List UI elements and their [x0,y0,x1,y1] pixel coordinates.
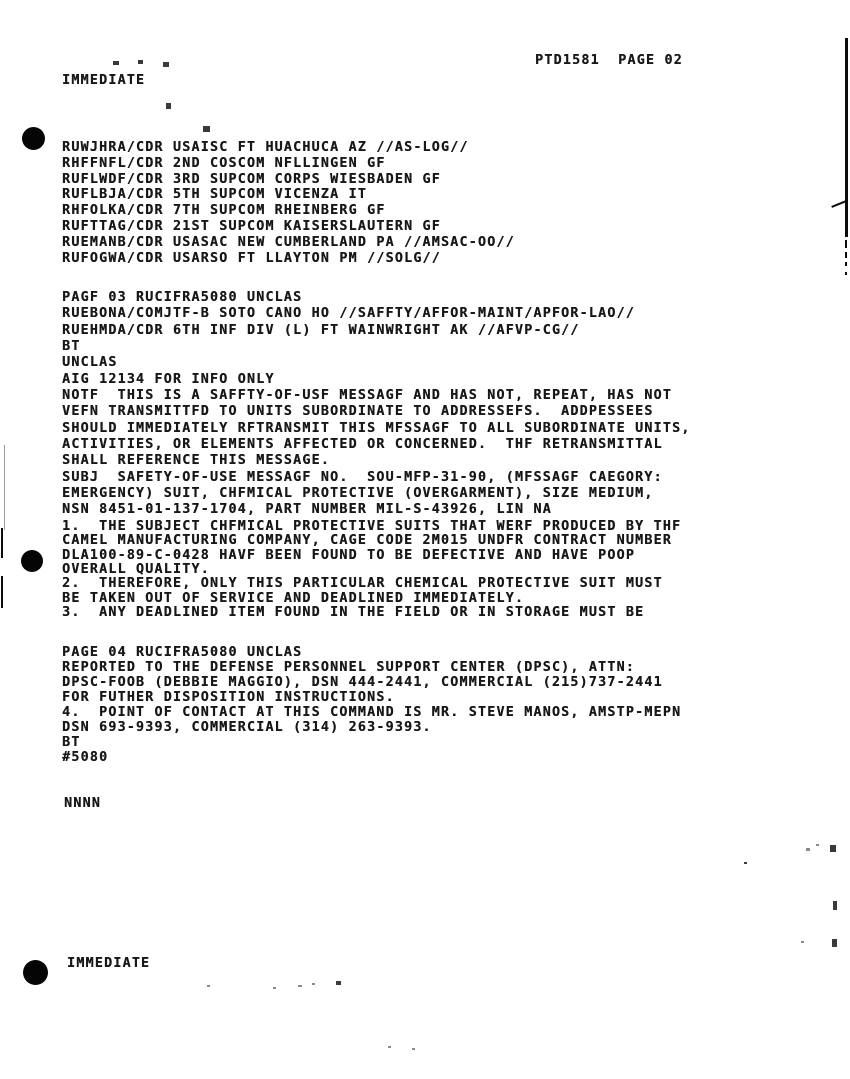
message-line: EMERGENCY) SUIT, CHFMICAL PROTECTIVE (OVERGARMENT), SIZE MEDIUM, [62,486,654,502]
message-line: RUFTTAG/CDR 21ST SUPCOM KAISERSLAUTERN GF [62,218,441,234]
scan-edge-line-left [1,576,3,608]
message-line: RHFOLKA/CDR 7TH SUPCOM RHEINBERG GF [62,203,386,219]
message-line: DLA100-89-C-0428 HAVF BEEN FOUND TO BE DEFECTIVE AND HAVE POOP [62,547,635,563]
message-line: 4. POINT OF CONTACT AT THIS COMMAND IS MR. STEVE MANOS, AMSTP-MEPN [62,705,682,720]
address-block [62,140,515,266]
message-line: VEFN TRANSMITTFD TO UNITS SUBORDINATE TO ADDRESSEFS. ADDPESSEES [62,404,654,420]
hole-punch-mark-bottom [23,960,48,985]
end-of-transmission: NNNN [64,796,101,811]
message-line: 3. ANY DEADLINED ITEM FOUND IN THE FIELD OR IN STORAGE MUST BE [62,605,645,621]
scan-edge-line-right [845,38,848,237]
message-line: RUFLBJA/CDR 5TH SUPCOM VICENZA IT [62,187,367,203]
scan-speck [806,848,810,851]
message-line: RUEMANB/CDR USASAC NEW CUMBERLAND PA //AMSAC-OO// [62,234,515,250]
scan-speck [832,939,837,947]
message-line: DSN 693-9393, COMMERCIAL (314) 263-9393. [62,720,432,735]
message-line: RUEBONA/COMJTF-B SOTO CANO HO //SAFFTY/AFFOR-MAINT/APFOR-LAO// [62,306,635,322]
message-line: NSN 8451-01-137-1704, PART NUMBER MIL-S-43926, LIN NA [62,502,552,518]
precedence-label-bottom: IMMEDIATE [67,956,151,971]
scan-speck [273,987,276,989]
scan-edge-line-left-faint [4,445,5,530]
scan-speck [336,981,341,985]
scan-speck [744,862,747,864]
hole-punch-mark-top [22,127,45,150]
page3-body-upper [62,290,690,519]
message-line: RUWJHRA/CDR USAISC FT HUACHUCA AZ //AS-LOG// [62,140,469,155]
message-line: SHALL REFERENCE THIS MESSAGE. [62,453,331,469]
message-line: RHFFNFL/CDR 2ND COSCOM NFLLINGEN GF [62,155,386,171]
scan-speck [833,901,837,910]
scan-edge-line-left [1,528,3,558]
message-line: UNCLAS [62,355,118,371]
message-line: REPORTED TO THE DEFENSE PERSONNEL SUPPORT CENTER (DPSC), ATTN: [62,660,635,675]
message-line: PAGE 04 RUCIFRA5080 UNCLAS [62,645,303,660]
precedence-label-top: IMMEDIATE [62,73,146,88]
scan-speck [312,983,315,985]
scan-speck [138,60,143,64]
page3-body-lower [62,520,681,620]
message-line: NOTF THIS IS A SAFFTY-OF-USF MESSAGF AND HAS NOT, REPEAT, HAS NOT [62,388,672,404]
message-line: DPSC-FOOB (DEBBIE MAGGIO), DSN 444-2441, COMMERCIAL (215)737-2441 [62,675,663,690]
message-line: AIG 12134 FOR INFO ONLY [62,371,275,387]
scan-speck [801,941,804,943]
message-line: FOR FUTHER DISPOSITION INSTRUCTIONS. [62,690,395,705]
message-line: CAMEL MANUFACTURING COMPANY, CAGE CODE 2M015 UNDFR CONTRACT NUMBER [62,533,672,549]
page-header-id: PTD1581 PAGE 02 [535,53,683,68]
scan-edge-dash [845,240,847,248]
scan-speck [388,1046,391,1048]
scan-edge-dash [845,272,847,275]
message-line: #5080 [62,750,109,765]
scan-speck [412,1048,415,1050]
scan-edge-dash [845,262,847,266]
message-line: OVERALL QUALITY. [62,562,210,578]
message-line: PAGF 03 RUCIFRA5080 UNCLAS [62,290,303,305]
message-line: 2. THEREFORE, ONLY THIS PARTICULAR CHEMICAL PROTECTIVE SUIT MUST [62,576,663,592]
message-line: SHOULD IMMEDIATELY RFTRANSMIT THIS MFSSAGF TO ALL SUBORDINATE UNITS, [62,420,691,436]
scan-speck [816,844,819,846]
message-line: RUEHMDA/CDR 6TH INF DIV (L) FT WAINWRIGHT AK //AFVP-CG// [62,322,580,338]
message-line: BE TAKEN OUT OF SERVICE AND DEADLINED IMMEDIATELY. [62,590,525,606]
page4-body [62,645,681,765]
hole-punch-mark-middle [21,550,43,572]
scan-speck [113,61,119,65]
message-line: 1. THE SUBJECT CHFMICAL PROTECTIVE SUITS THAT WERF PRODUCED BY THF [62,519,682,534]
message-line: SUBJ SAFETY-OF-USE MESSAGF NO. SOU-MFP-31-90, (MFSSAGF CAEGORY: [62,469,663,485]
scan-speck [830,845,836,852]
scan-speck [207,985,210,987]
message-line: RUFOGWA/CDR USARSO FT LLAYTON PM //SOLG// [62,250,441,266]
message-line: RUFLWDF/CDR 3RD SUPCOM CORPS WIESBADEN GF [62,171,441,187]
message-line: BT [62,735,81,750]
scan-speck [166,103,171,109]
scan-speck [163,62,169,67]
message-line: BT [62,339,81,355]
scan-speck [203,126,210,132]
message-line: ACTIVITIES, OR ELEMENTS AFFECTED OR CONCERNED. THF RETRANSMITTAL [62,437,663,453]
scan-edge-dash [845,252,847,258]
scan-speck [298,985,302,987]
